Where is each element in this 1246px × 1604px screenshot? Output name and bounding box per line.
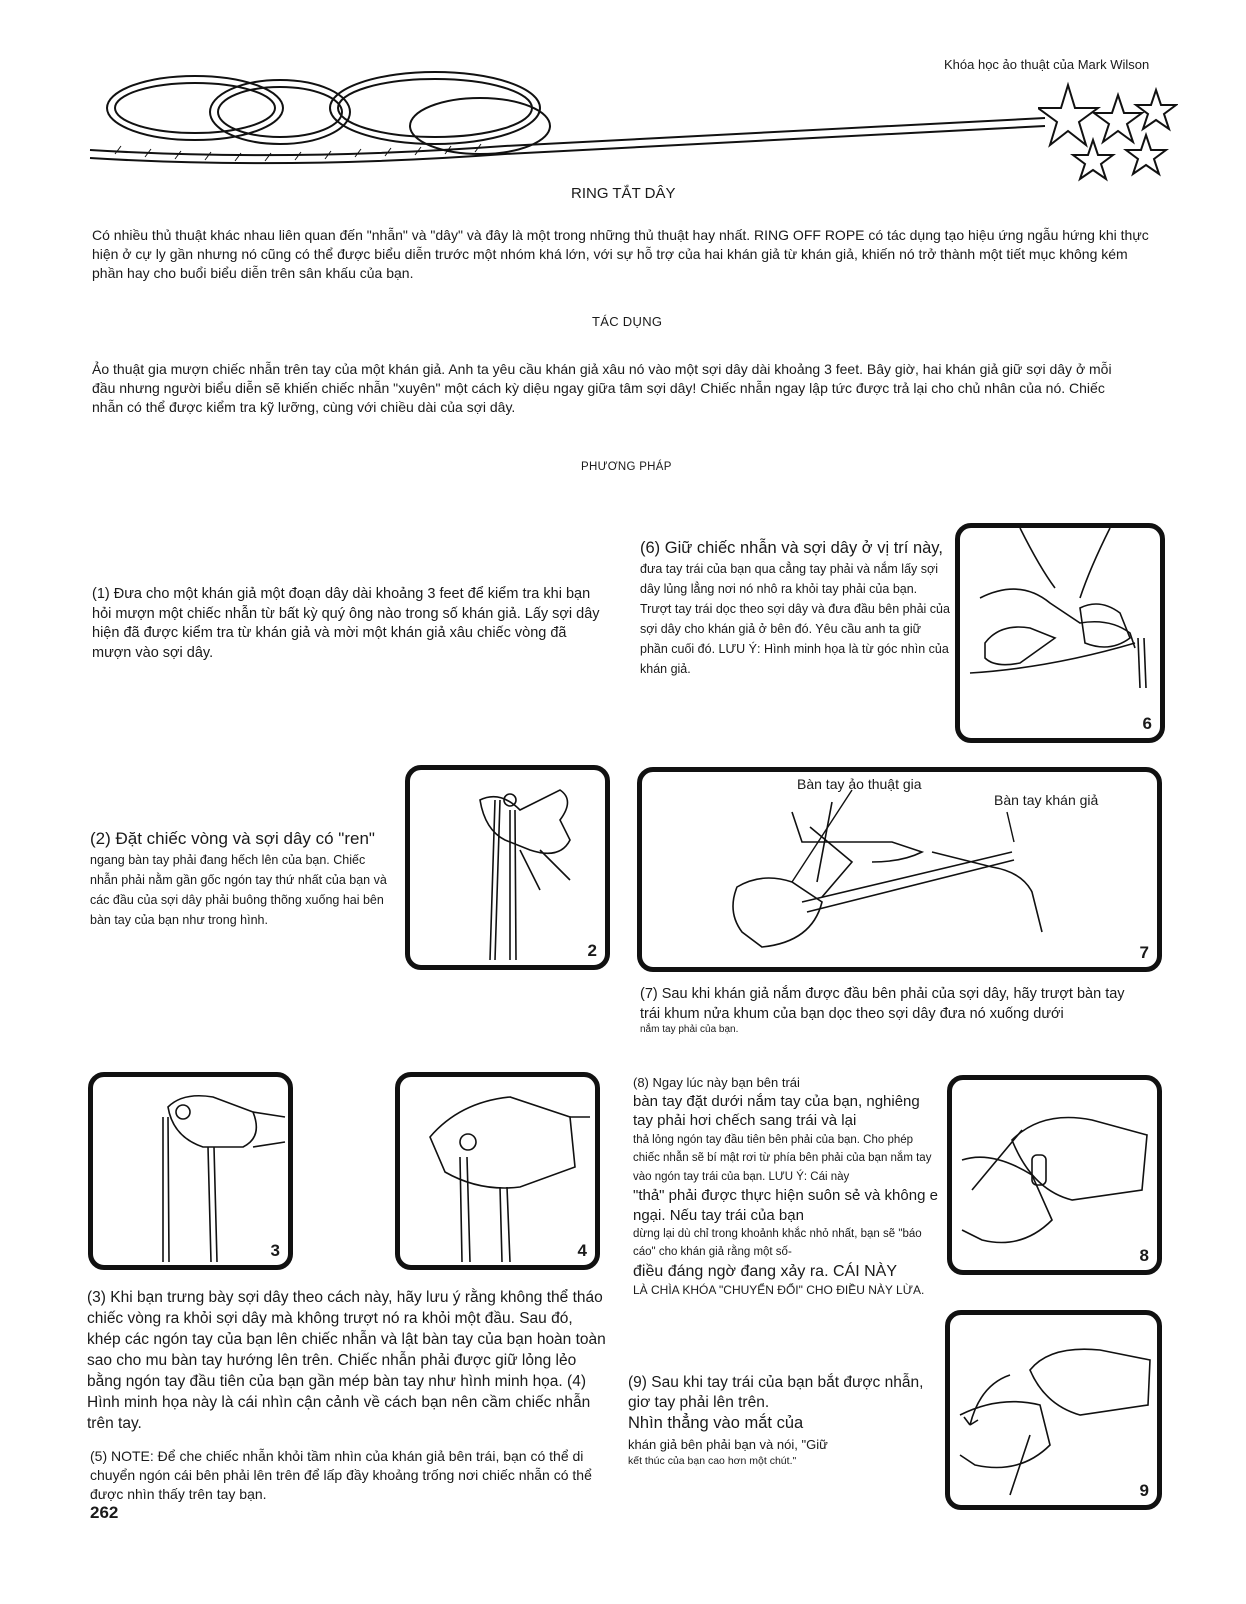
rope-illustration [85, 70, 1085, 180]
step-6-text [640, 538, 950, 679]
label-spectator-hand: Bàn tay khán giả [994, 792, 1099, 808]
figure-4 [395, 1072, 600, 1270]
step-8-d: "thả" phải được thực hiện suôn sẻ và không e ngại. Nếu tay trái của bạn [633, 1187, 938, 1224]
step-8-text [633, 1075, 938, 1299]
figure-7-number: 7 [1139, 943, 1149, 962]
figure-6 [955, 523, 1165, 743]
figure-8-number: 8 [1139, 1246, 1149, 1265]
figure-9-number: 9 [1139, 1481, 1149, 1500]
figure-4-number: 4 [577, 1241, 587, 1260]
step-8-e: dừng lại dù chỉ trong khoảnh khắc nhỏ nhất, bạn sẽ "báo cáo" cho khán giả rằng một số- [633, 1228, 922, 1259]
step-8-a: (8) Ngay lúc này bạn bên trái [633, 1075, 800, 1090]
article-title: RING TẮT DÂY [571, 185, 676, 202]
course-title: Khóa học ảo thuật của Mark Wilson [944, 57, 1150, 72]
step-7-body: (7) Sau khi khán giả nắm được đầu bên phải của sợi dây, hãy trượt bàn tay trái khum nửa khum của bạn dọc theo sợi dây đưa nó xuống dưới [640, 986, 1125, 1022]
effect-paragraph: Ảo thuật gia mượn chiếc nhẫn trên tay của một khán giả. Anh ta yêu cầu khán giả xâu nó vào một sợi dây dài khoảng 3 feet. Bây giờ, hai khán giả giữ sợi dây ở mỗi đầu nhưng người biểu diễn sẽ khiến chiếc nhẫn "xuyên" một cách kỳ diệu ngay giữa tâm sợi dây! Chiếc nhẫn ngay lập tức được trả lại cho chủ nhân của nó. Chiếc nhẫn có thể được kiểm tra kỹ lưỡng, cùng với chiều dài của sợi dây. [92, 361, 1112, 415]
page-number: 262 [90, 1503, 119, 1522]
step-9-text [628, 1373, 928, 1470]
stars-decoration [1038, 80, 1178, 190]
figure-3-number: 3 [270, 1241, 280, 1260]
step-6-rest: đưa tay trái của bạn qua cẳng tay phải và nắm lấy sợi dây lủng lẳng nơi nó nhô ra khỏi tay phải của bạn. Trượt tay trái dọc theo sợi dây và đưa đầu bên phải của sợi dây cho khán giả ở bên đó. Yêu cầu anh ta giữ phần cuối đó. LƯU Ý: Hình minh họa là từ góc nhìn của khán giả. [640, 562, 950, 677]
figure-6-number: 6 [1142, 714, 1152, 733]
step-8-f: điều đáng ngờ đang xảy ra. CÁI NÀY [633, 1262, 897, 1280]
figure-7 [637, 767, 1162, 972]
step-2-rest: ngang bàn tay phải đang hếch lên của bạn. Chiếc nhẫn phải nằm gần gốc ngón tay thứ nhất của bạn và các đầu của sợi dây phải buông thõng xuống hai bên bàn tay của bạn như trong hình. [90, 853, 387, 928]
effect-heading: TÁC DỤNG [592, 314, 663, 329]
figure-8 [947, 1075, 1162, 1275]
intro-paragraph: Có nhiều thủ thuật khác nhau liên quan đến "nhẫn" và "dây" và đây là một trong những thủ thuật hay nhất. RING OFF ROPE có tác dụng tạo hiệu ứng ngẫu hứng khi thực hiện ở cự ly gần nhưng nó cũng có thể được biểu diễn trước một nhóm khá lớn, với sự hỗ trợ của hai khán giả từ khán giả, khiến nó trở thành một tiết mục không kém phần hay cho buổi biểu diễn trên sân khấu của bạn. [92, 227, 1149, 281]
label-magician-hand: Bàn tay ảo thuật gia [797, 776, 922, 792]
step-8-c: thả lỏng ngón tay đầu tiên bên phải của bạn. Cho phép chiếc nhẫn sẽ bí mật rơi từ phía bên phải của bạn nắm tay vào ngón tay trái của bạn. LƯU Ý: Cái này [633, 1133, 932, 1183]
step-9-d: kết thúc của bạn cao hơn một chút." [628, 1455, 797, 1468]
step-7-text [640, 985, 1140, 1035]
step-9-b: Nhìn thẳng vào mắt của [628, 1414, 804, 1433]
method-heading: PHƯƠNG PHÁP [581, 461, 672, 473]
step-8-b: bàn tay đặt dưới nắm tay của bạn, nghiêng tay phải hơi chếch sang trái và lại [633, 1092, 920, 1130]
step-2-lead: (2) Đặt chiếc vòng và sợi dây có "ren" [90, 829, 375, 848]
step-1-text: (1) Đưa cho một khán giả một đoạn dây dài khoảng 3 feet để kiểm tra khi bạn hỏi mượn một chiếc nhẫn từ bất kỳ quý ông nào trong số khán giả. Lấy sợi dây hiện đã được kiểm tra từ khán giả và mời một khán giả xâu chiếc vòng đã mượn vào sợi dây. [92, 586, 600, 661]
step-9-a: (9) Sau khi tay trái của bạn bắt được nhẫn, giơ tay phải lên trên. [628, 1374, 924, 1412]
step-7-tail: nắm tay phải của bạn. [640, 1024, 739, 1036]
step-9-c: khán giả bên phải bạn và nói, "Giữ [628, 1436, 828, 1452]
figure-2-number: 2 [587, 941, 597, 960]
step-3-text: (3) Khi bạn trưng bày sợi dây theo cách này, hãy lưu ý rằng không thể tháo chiếc vòng ra khỏi sợi dây mà không trượt nó ra khỏi một đầu. Sau đó, khép các ngón tay của bạn lên chiếc nhẫn và lật bàn tay của bạn hoàn toàn sao cho mu bàn tay hướng lên trên. Chiếc nhẫn phải được giữ lỏng lẻo bằng ngón tay đầu tiên của bạn gần mép bàn tay như hình minh họa. (4) Hình minh họa này là cái nhìn cận cảnh về cách bạn nên cầm chiếc nhẫn trên tay. [87, 1289, 606, 1432]
figure-2 [405, 765, 610, 970]
step-6-lead: (6) Giữ chiếc nhẫn và sợi dây ở vị trí này, [640, 539, 943, 557]
step-5-text: (5) NOTE: Để che chiếc nhẫn khỏi tầm nhìn của khán giả bên trái, bạn có thể di chuyển ngón cái bên phải lên trên để lấp đầy khoảng trống nơi chiếc nhẫn có thể được nhìn thấy trên tay bạn. [90, 1448, 592, 1502]
step-8-g: LÀ CHÌA KHÓA "CHUYỂN ĐỔI" CHO ĐIỀU NÀY LỪA. [633, 1283, 925, 1298]
figure-3 [88, 1072, 293, 1270]
step-2-text [90, 828, 390, 930]
figure-9 [945, 1310, 1162, 1510]
